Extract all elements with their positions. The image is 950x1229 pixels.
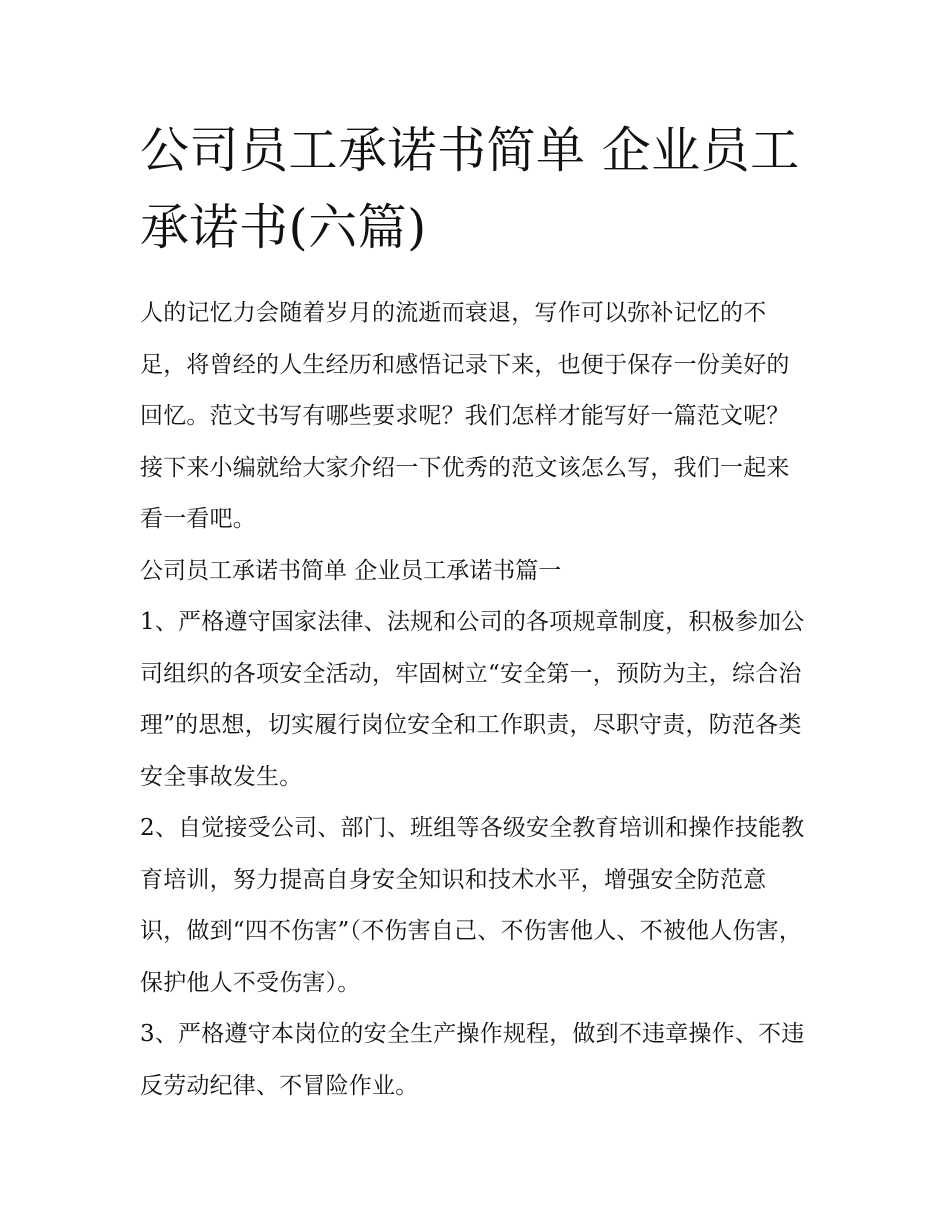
section-heading: 公司员工承诺书简单 企业员工承诺书篇一 xyxy=(140,557,562,584)
commitment-item-2: 2、自觉接受公司、部门、班组等各级安全教育培训和操作技能教育培训，努力提高自身安全知识和技术水平，增强安全防范意识，做到“四不伤害”（不伤害自己、不伤害他人、不被他人伤害，保护他人不受伤害）。 xyxy=(140,815,805,996)
document-title: 公司员工承诺书简单 企业员工承诺书(六篇) xyxy=(140,122,800,256)
commitment-item-3: 3、严格遵守本岗位的安全生产操作规程，做到不违章操作、不违反劳动纪律、不冒险作业。 xyxy=(140,1021,805,1099)
document-page xyxy=(140,112,812,1112)
commitment-item-1: 1、严格遵守国家法律、法规和公司的各项规章制度，积极参加公司组织的各项安全活动，牢固树立“安全第一，预防为主，综合治理”的思想，切实履行岗位安全和工作职责，尽职守责，防范各类安全事故发生。 xyxy=(140,609,805,790)
intro-paragraph: 人的记忆力会随着岁月的流逝而衰退，写作可以弥补记忆的不足，将曾经的人生经历和感悟记录下来，也便于保存一份美好的回忆。范文书写有哪些要求呢？我们怎样才能写好一篇范文呢？接下来小编就给大家介绍一下优秀的范文该怎么写，我们一起来看一看吧。 xyxy=(140,300,790,532)
